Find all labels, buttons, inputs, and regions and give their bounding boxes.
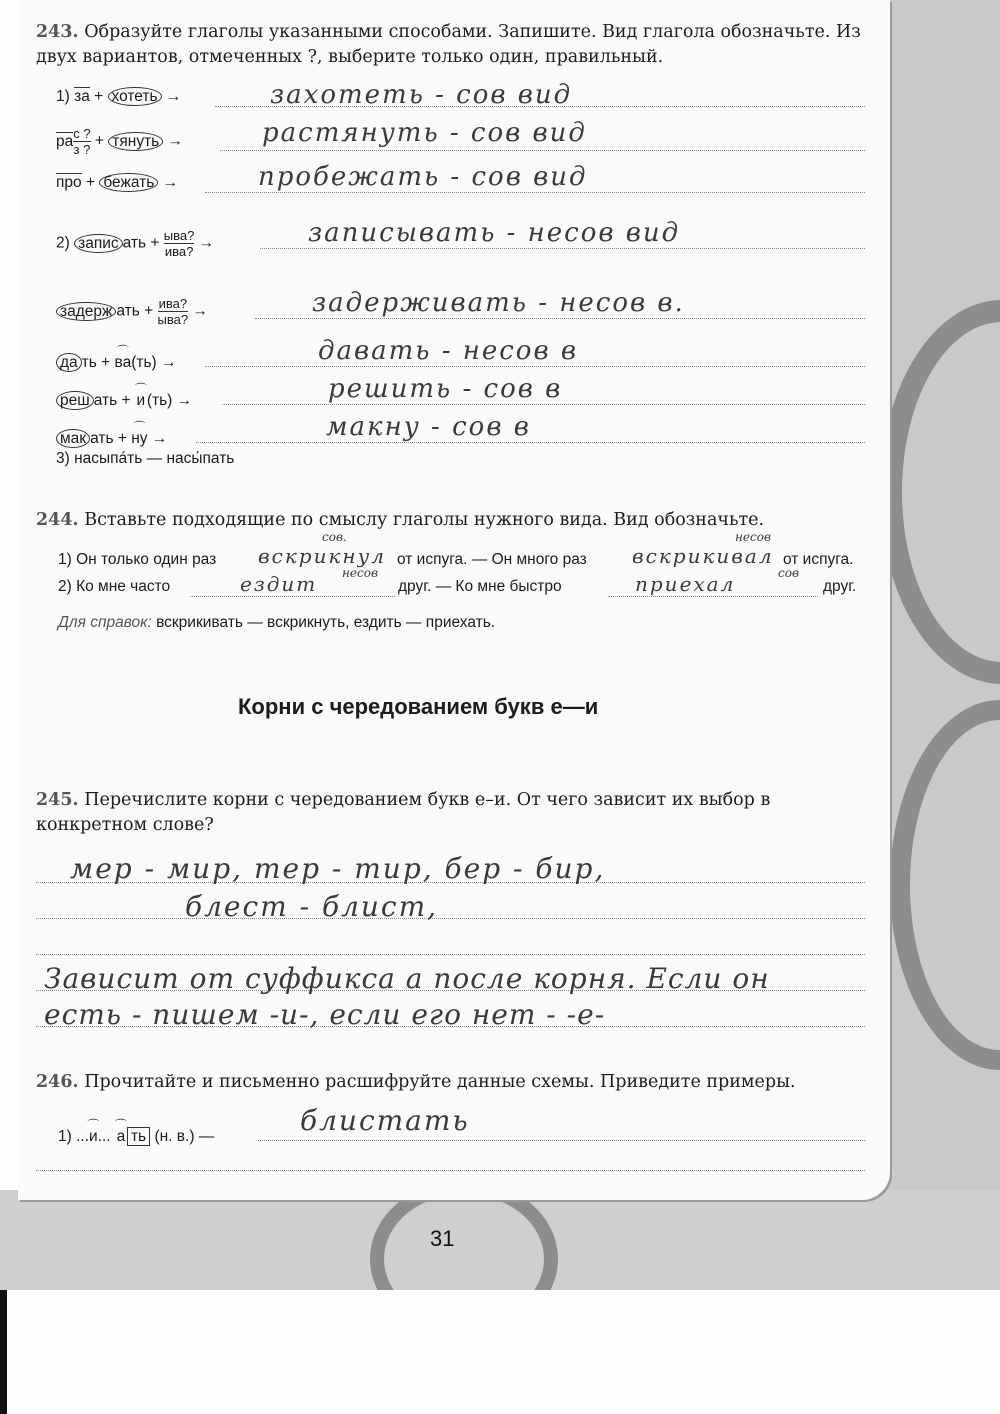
- answer-line: [36, 954, 865, 955]
- task-244-line-2: [58, 578, 170, 596]
- suffix-mark: ⌒ ну: [131, 424, 147, 448]
- root-mark: мак: [56, 429, 90, 448]
- task-243-row-8: мак ать + ⌒ ну →: [56, 424, 167, 448]
- handwritten-answer: вскрикнул: [258, 544, 386, 568]
- task-243-row-7: реш ать + ⌒ и (ть) →: [56, 386, 192, 410]
- handwritten-answer: макну - сов в: [326, 412, 531, 442]
- reference-text: вскрикивать — вскрикнуть, ездить — приехать.: [156, 614, 496, 631]
- word-tail: ать: [93, 392, 118, 409]
- answer-line: [205, 366, 865, 367]
- task-text: Прочитайте и письменно расшифруйте данные схемы. Приведите примеры.: [84, 1072, 796, 1092]
- handwritten-aspect: несов: [342, 566, 378, 580]
- root-mark: бежать: [99, 173, 158, 192]
- handwritten-answer: мер - мир, тер - тир, бер - бир,: [70, 852, 606, 885]
- task-244-line-1: [58, 551, 216, 569]
- handwritten-answer: приехал: [635, 572, 736, 596]
- task-number: 243.: [36, 22, 79, 42]
- word-tail: ать: [116, 302, 140, 320]
- word-tail: ать: [122, 234, 147, 252]
- handwritten-answer: вскрикивал: [632, 544, 774, 568]
- handwritten-answer: задерживать - несов в.: [312, 288, 685, 318]
- word-tail: (ть): [146, 392, 173, 409]
- handwritten-aspect: сов: [778, 566, 799, 580]
- sentence-part: 1) Он только один раз: [58, 551, 217, 568]
- task-246-prompt: [36, 1070, 871, 1095]
- handwritten-answer: записывать - несов вид: [308, 218, 681, 248]
- handwritten-aspect: несов: [735, 530, 771, 544]
- sentence-part: друг. — Ко мне быстро: [398, 578, 562, 595]
- task-number: 244.: [36, 510, 79, 530]
- handwritten-answer: ездит: [240, 572, 318, 596]
- task-243-row-4: 2) запис ать + $\frac{\text{ыва?}}{\text{ива?}}$ →: [56, 228, 215, 259]
- reference-hint: [58, 614, 495, 632]
- item-label: 1): [58, 1128, 72, 1145]
- handwritten-answer: Зависит от суффикса а после корня. Если он: [44, 962, 770, 995]
- task-text: Образуйте глаголы указанными способами. Запишите. Вид глагола обозначьте. Из двух вариантов, отмеченных ?, выберите только один, правильный.: [36, 22, 861, 67]
- item-label: 2): [56, 234, 70, 252]
- handwritten-answer: решить - сов в: [328, 374, 563, 404]
- word-tail: ать: [90, 430, 114, 447]
- root-mark: хотеть: [108, 87, 162, 106]
- prefix-mark: про: [56, 174, 82, 191]
- answer-line: [608, 596, 818, 597]
- word-tail: ть: [81, 354, 97, 371]
- handwritten-answer: давать - несов в: [318, 336, 578, 366]
- answer-line: [36, 918, 865, 919]
- task-243-prompt: [36, 20, 871, 70]
- task-number: 246.: [36, 1072, 79, 1092]
- sentence-part: 2) Ко мне часто: [58, 578, 171, 595]
- task-text: Перечислите корни с чередованием букв е–и. От чего зависит их выбор в конкретном слове?: [36, 790, 771, 835]
- scheme-note: (н. в.) —: [154, 1128, 215, 1145]
- fraction-choice: $\frac{с ?}{з ?}$: [73, 126, 91, 157]
- answer-line: [205, 192, 865, 193]
- task-243-row-1: 1) за + хотеть →: [56, 88, 182, 105]
- answer-line: [220, 150, 865, 151]
- task-243-row-3: про + бежать →: [56, 174, 179, 191]
- suffix-mark: ⌒ и: [135, 386, 147, 410]
- handwritten-answer: захотеть - сов вид: [270, 80, 573, 110]
- root-mark: тянуть: [108, 132, 163, 151]
- handwritten-answer: есть - пишем -и-, если его нет - -е-: [44, 998, 606, 1031]
- suffix-choice: $\frac{\text{ыва?}}{\text{ива?}}$: [163, 228, 195, 259]
- page-number: 31: [430, 1226, 455, 1251]
- sentence-part: от испуга.: [783, 551, 854, 568]
- answer-line: [222, 404, 865, 405]
- task-243-row-9: 3) насыпа́ть — насы́пать: [56, 450, 235, 467]
- handwritten-answer: блистать: [300, 1104, 470, 1137]
- answer-line: [36, 1170, 865, 1171]
- answer-line: [255, 318, 865, 319]
- task-243-row-2: ра $\frac{с ?}{з ?}$ + тянуть →: [56, 126, 184, 157]
- root-mark: задерж: [56, 302, 116, 321]
- task-245-prompt: [36, 788, 871, 838]
- sentence-part: друг.: [823, 578, 857, 595]
- root-mark: запис: [74, 234, 123, 253]
- prefix-mark: ра: [56, 132, 74, 150]
- answer-line: [258, 1140, 865, 1141]
- answer-line: [196, 442, 865, 443]
- task-243-row-5: задерж ать + $\frac{\text{ива?}}{\text{ыва?}}$ →: [56, 296, 208, 327]
- scan-edge: [0, 1290, 7, 1414]
- suffix-mark: ⌒ ва: [115, 348, 132, 372]
- ending-scheme: ть: [127, 1127, 150, 1146]
- handwritten-aspect: сов.: [322, 530, 347, 544]
- suffix-choice: $\frac{\text{ива?}}{\text{ыва?}}$: [157, 296, 189, 327]
- root-scheme: ⌒ ...и...: [76, 1122, 111, 1146]
- answer-line: [260, 248, 865, 249]
- scan-margin: [0, 1290, 1000, 1414]
- root-mark: реш: [56, 391, 94, 410]
- handwritten-answer: блест - блист,: [185, 890, 439, 923]
- task-246-scheme-1: [58, 1122, 214, 1146]
- task-243-row-6: да ть + ⌒ ва(ть) →: [56, 348, 177, 372]
- suffix-scheme: ⌒ а: [115, 1122, 127, 1146]
- word-tail: (ть): [131, 354, 157, 371]
- answer-line: [190, 596, 395, 597]
- task-number: 245.: [36, 790, 79, 810]
- task-text: Вставьте подходящие по смыслу глаголы нужного вида. Вид обозначьте.: [84, 510, 765, 530]
- reference-label: Для справок:: [58, 614, 152, 631]
- prefix-mark: за: [74, 88, 90, 105]
- root-mark: да: [56, 353, 82, 372]
- sentence-part: от испуга. — Он много раз: [397, 551, 587, 568]
- handwritten-answer: пробежать - сов вид: [258, 162, 588, 192]
- section-heading: Корни с чередованием букв е—и: [238, 694, 599, 719]
- handwritten-answer: растянуть - сов вид: [262, 118, 587, 148]
- item-label: 1): [56, 88, 70, 105]
